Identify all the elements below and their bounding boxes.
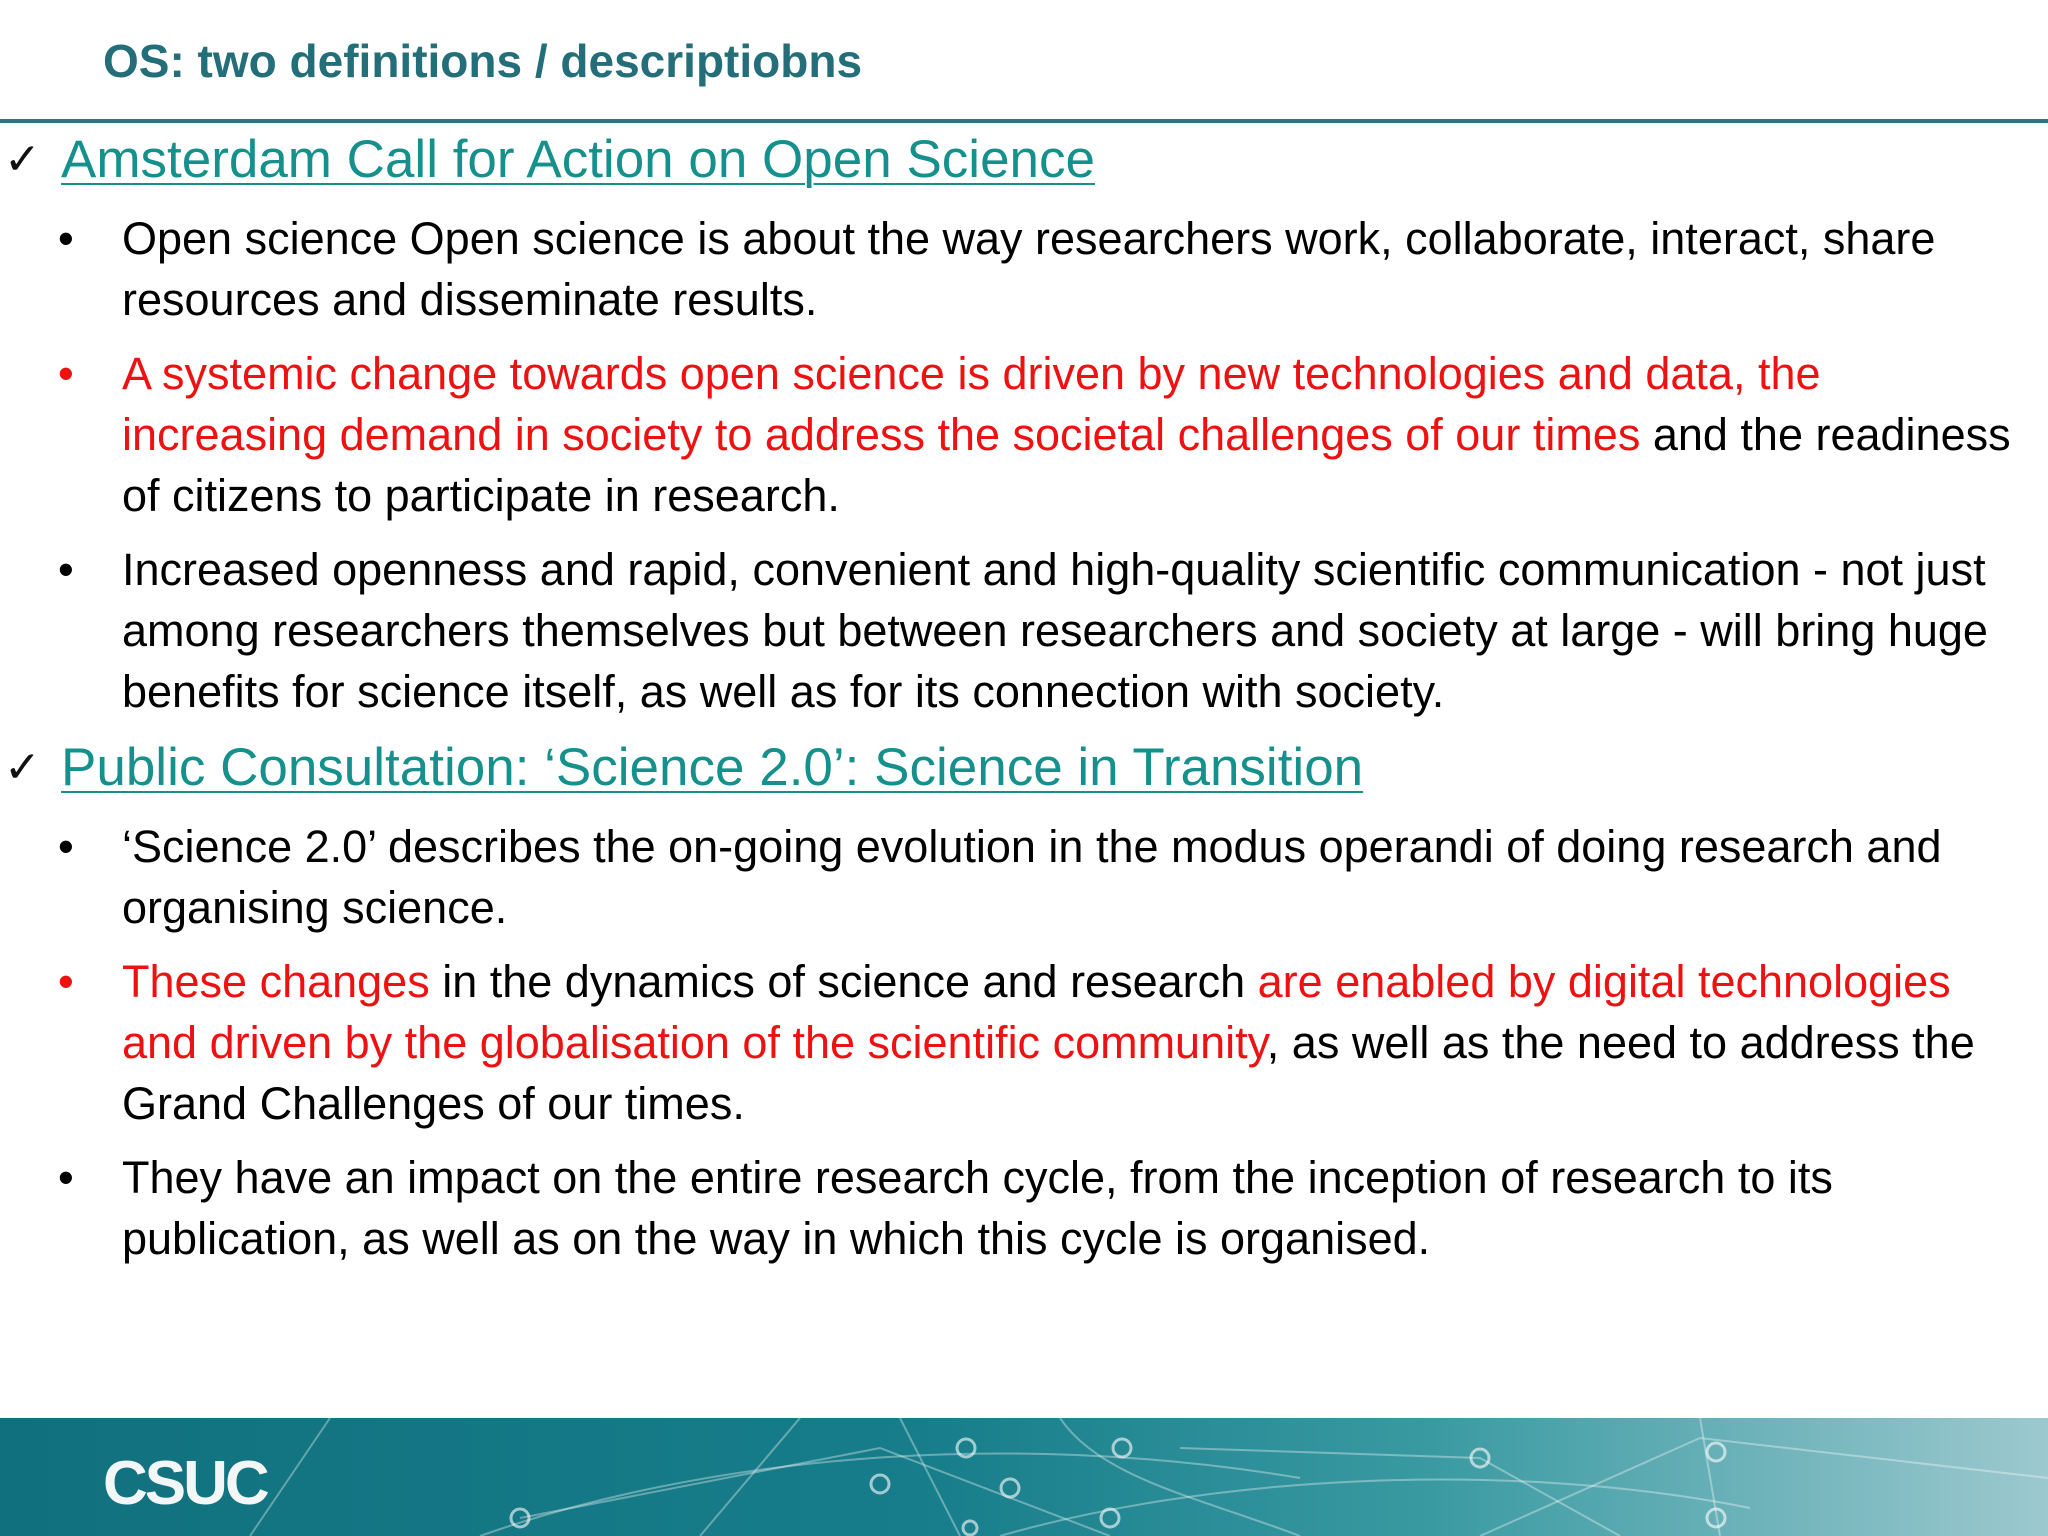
list-item (0, 343, 2048, 526)
bullet-text: in the dynamics of science and research (429, 956, 1258, 1007)
slide-content (0, 124, 2048, 1269)
network-decoration-icon (0, 1418, 2048, 1536)
bullet-text: and the readiness of citizens to participate in research. (122, 409, 2011, 521)
bullet-text-highlight: These changes (122, 956, 430, 1007)
list-item (0, 816, 2048, 938)
list-item (0, 208, 2048, 330)
list-item (0, 1147, 2048, 1269)
bullet-icon: • (58, 348, 74, 399)
bullet-text-highlight: A systemic change towards open science is driven by new technologies and data, the increasing demand in society to address the societal challenges of our times (122, 348, 1821, 460)
checkmark-icon: ✓ (4, 742, 41, 793)
slide-title: OS: two definitions / descriptiobns (103, 35, 863, 87)
bullet-icon: • (58, 544, 74, 595)
bullet-text: Increased openness and rapid, convenient and high-quality scientific communication - not just among researchers themselves but between researchers and society at large - will bring huge benefits for science itself, as well as for its connection with society. (122, 544, 1988, 717)
footer-banner (0, 1418, 2048, 1536)
checkmark-icon: ✓ (4, 134, 41, 185)
list-item (0, 951, 2048, 1134)
bullet-icon: • (58, 213, 74, 264)
bullet-text: They have an impact on the entire research cycle, from the inception of research to its publication, as well as on the way in which this cycle is organised. (122, 1152, 1833, 1264)
section-heading-science-2-0 (0, 732, 2048, 804)
amsterdam-call-link[interactable]: Amsterdam Call for Action on Open Science (61, 130, 1095, 189)
bullet-icon: • (58, 956, 74, 1007)
bullet-text: Open science Open science is about the way researchers work, collaborate, interact, share resources and disseminate results. (122, 213, 1936, 325)
section-heading-amsterdam (0, 124, 2048, 196)
bullet-text: , as well as the need to address the Grand Challenges of our times. (122, 1017, 1975, 1129)
bullet-text-highlight: are enabled by digital technologies and driven by the globalisation of the scientific community (122, 956, 1951, 1068)
bullet-icon: • (58, 821, 74, 872)
science-2-0-bullet-list (0, 816, 2048, 1269)
title-divider (0, 119, 2048, 123)
amsterdam-bullet-list (0, 208, 2048, 722)
csuc-logo: CSUC (103, 1449, 267, 1518)
bullet-text: ‘Science 2.0’ describes the on-going evolution in the modus operandi of doing research and organising science. (122, 821, 1942, 933)
list-item (0, 539, 2048, 722)
public-consultation-link[interactable]: Public Consultation: ‘Science 2.0’: Science in Transition (61, 738, 1364, 797)
bullet-icon: • (58, 1152, 74, 1203)
